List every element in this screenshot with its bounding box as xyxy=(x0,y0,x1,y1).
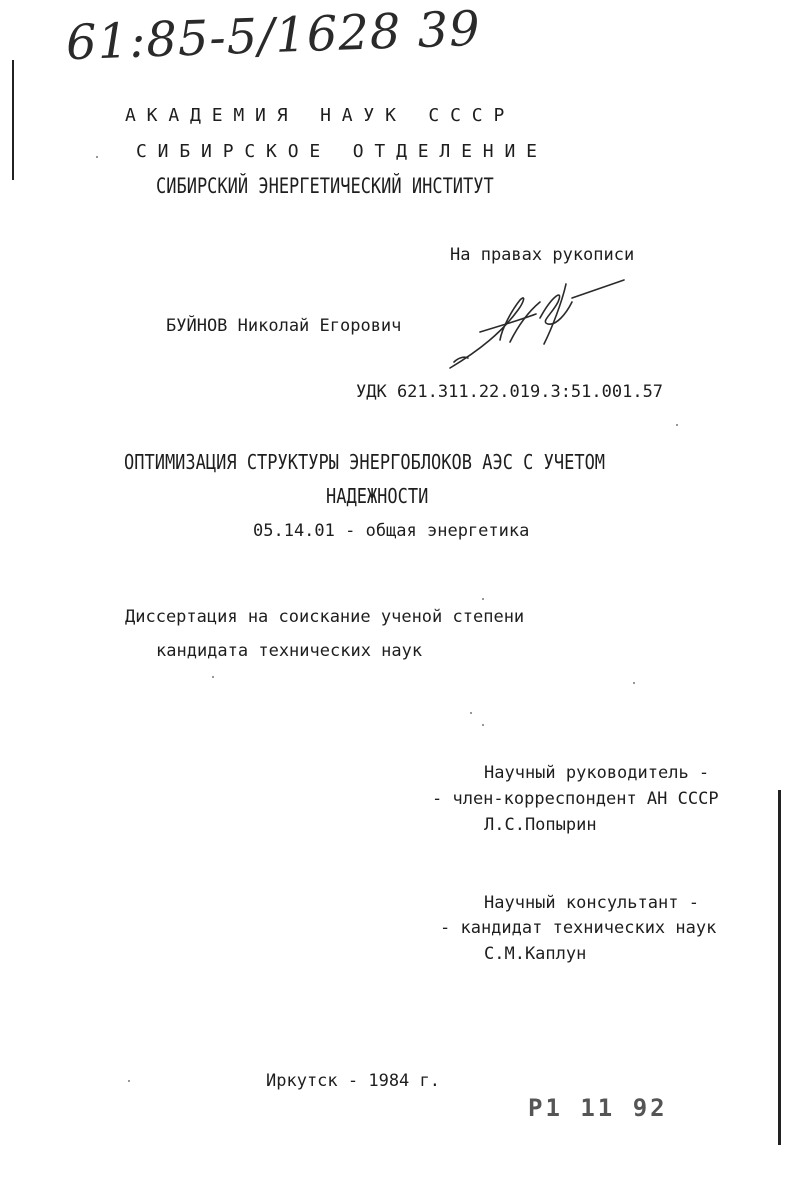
academy-name: А К А Д Е М И Я Н А У К С С С Р xyxy=(125,105,505,126)
scan-speck xyxy=(482,598,484,600)
scan-speck xyxy=(676,424,678,426)
archive-stamp-mark: Р1 11 92 xyxy=(528,1094,668,1122)
scan-speck xyxy=(470,712,472,714)
author-name: БУЙНОВ Николай Егорович xyxy=(166,316,402,336)
consultant-name: С.М.Каплун xyxy=(484,944,587,964)
scan-speck xyxy=(482,724,484,726)
advisor-name: Л.С.Попырин xyxy=(484,815,597,835)
degree-line-1: Диссертация на соискание ученой степени xyxy=(125,607,525,627)
right-scan-edge xyxy=(778,790,781,1145)
advisor-title: - член-корреспондент АН СССР xyxy=(432,789,719,809)
handwritten-catalog-number: 61:85-5/1628 39 xyxy=(65,0,482,72)
title-line-1: ОПТИМИЗАЦИЯ СТРУКТУРЫ ЭНЕРГОБЛОКОВ АЭС С УЧЕТОМ xyxy=(124,451,606,475)
left-scan-edge xyxy=(12,60,14,180)
title-line-2: НАДЕЖНОСТИ xyxy=(326,485,429,509)
scan-speck xyxy=(212,676,214,678)
scan-speck xyxy=(128,1080,130,1082)
udc-code: УДК 621.311.22.019.3:51.001.57 xyxy=(356,382,664,402)
specialty-code: 05.14.01 - общая энергетика xyxy=(253,521,530,541)
scan-speck xyxy=(96,156,98,158)
consultant-role: Научный консультант - xyxy=(484,893,699,913)
advisor-role: Научный руководитель - xyxy=(484,763,710,783)
place-and-year: Иркутск - 1984 г. xyxy=(266,1071,440,1091)
branch-name: С И Б И Р С К О Е О Т Д Е Л Е Н И Е xyxy=(136,141,537,162)
signature xyxy=(440,262,630,374)
manuscript-rights: На правах рукописи xyxy=(450,245,635,265)
consultant-title: - кандидат технических наук xyxy=(440,918,717,938)
institute-name: СИБИРСКИЙ ЭНЕРГЕТИЧЕСКИЙ ИНСТИТУТ xyxy=(156,174,494,199)
degree-line-2: кандидата технических наук xyxy=(156,641,423,661)
scan-speck xyxy=(633,682,635,684)
